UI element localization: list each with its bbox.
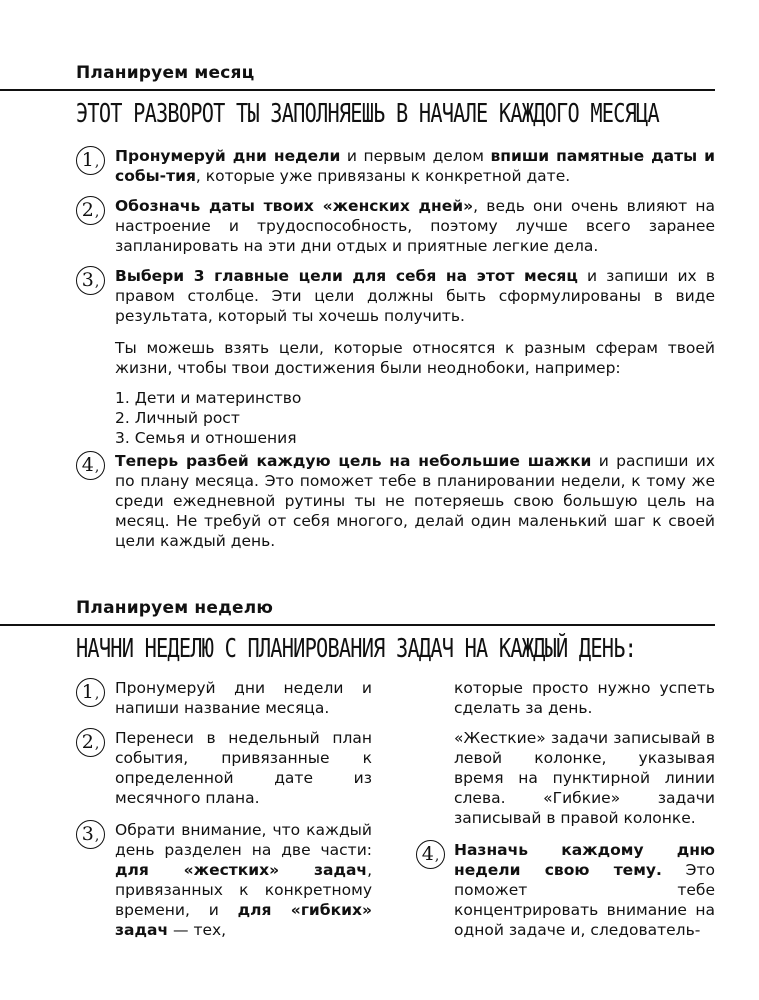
week-step-3-continuation: которые просто нужно успеть сделать за день. — [454, 679, 715, 717]
month-step-3: Выбери 3 главные цели для себя на этот месяц и запиши их в правом столбце. Эти цели должны быть сформулированы в виде результата, который ты хочешь получить. Ты можешь взять цели, которые относятся к разным сферам твоей жизни, чтобы твои достижения были неоднобоки, например: 1. Дети и материнство 2. Личный рост 3. Семья и отношения — [115, 267, 715, 447]
week-headline: НАЧНИ НЕДЕЛЮ С ПЛАНИРОВАНИЯ ЗАДАЧ НА КАЖДЫЙ ДЕНЬ: — [76, 634, 637, 664]
step-number-badge: 4, — [76, 451, 105, 480]
month-step-2: Обозначь даты твоих «женских дней», ведь они очень влияют на настроение и трудоспособность, поэтому лучше всего заранее запланировать на эти дни отдых и приятные легкие дела. — [115, 197, 716, 255]
goal-list-item: 2. Личный рост — [115, 409, 240, 427]
goal-list — [115, 388, 715, 448]
step-number-badge: 2, — [76, 196, 105, 225]
week-step-3: Обрати внимание, что каждый день разделен на две части: для «жестких» задач, привязанных к конкретному времени, и для «гибких» задач — тех, — [115, 821, 372, 939]
month-headline: ЭТОТ РАЗВОРОТ ТЫ ЗАПОЛНЯЕШЬ В НАЧАЛЕ КАЖДОГО МЕСЯЦА — [76, 99, 659, 129]
step-number-badge: 2, — [76, 728, 105, 757]
month-section-title: Планируем месяц — [76, 63, 255, 83]
week-note: «Жесткие» задачи записывай в левой колонке, указывая время на пунктирной линии слева. «Гибкие» задачи записывай в правой колонке. — [454, 729, 715, 827]
step-number-badge: 3, — [76, 266, 105, 295]
week-step-4: Назначь каждому дню недели свою тему. Это поможет тебе концентрировать внимание на одной задаче и, следователь- — [454, 841, 715, 939]
week-section-title: Планируем неделю — [76, 598, 274, 618]
step-number-badge: 1, — [76, 146, 105, 175]
month-step-4: Теперь разбей каждую цель на небольшие шажки и распиши их по плану месяца. Это поможет тебе в планировании недели, к тому же среди ежедневной рутины ты не потеряешь свою большую цель на месяц. Не требуй от себя многого, делай один маленький шаг к своей цели каждый день. — [115, 452, 715, 550]
goal-list-item: 3. Семья и отношения — [115, 429, 297, 447]
step-number-badge: 1, — [76, 678, 105, 707]
month-step-1: Пронумеруй дни недели и первым делом впиши памятные даты и собы-тия, которые уже привязаны к конкретной дате. — [115, 147, 715, 185]
week-divider — [0, 624, 715, 626]
month-step-3-extra: Ты можешь взять цели, которые относятся к разным сферам твоей жизни, чтобы твои достижения были неоднобоки, например: — [115, 339, 715, 377]
step-number-badge: 4, — [416, 840, 445, 869]
week-step-1: Пронумеруй дни недели и напиши название месяца. — [115, 679, 372, 717]
goal-list-item: 1. Дети и материнство — [115, 389, 302, 407]
step-number-badge: 3, — [76, 820, 105, 849]
month-divider — [0, 89, 715, 91]
week-step-2: Перенеси в недельный план события, привязанные к определенной дате из месячного плана. — [115, 729, 372, 807]
